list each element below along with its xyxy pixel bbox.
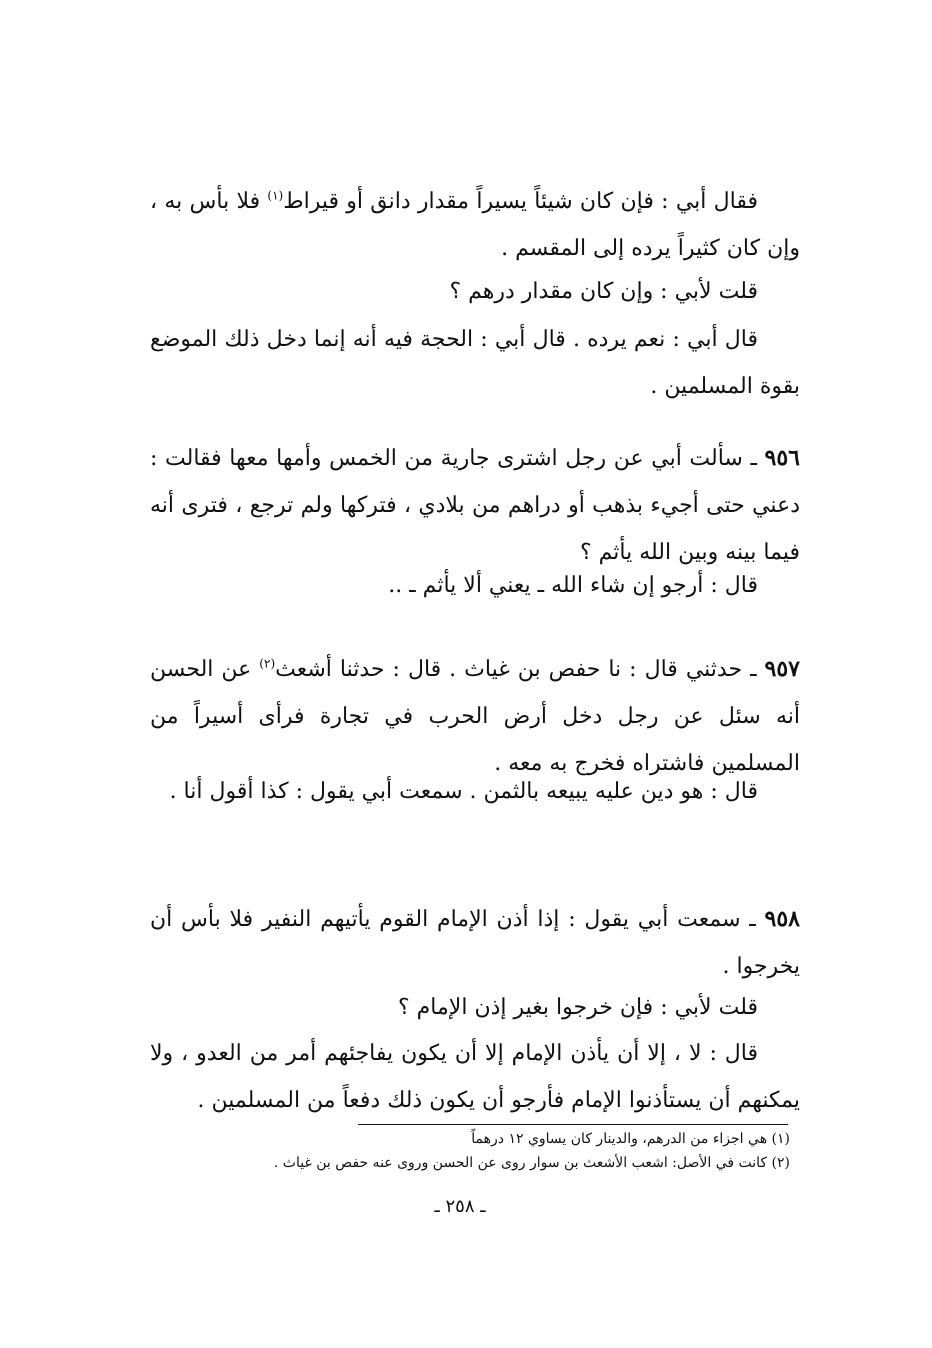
- entry-956: [150, 435, 800, 576]
- entry-number: ٩٥٨: [764, 906, 800, 932]
- paragraph-answer-return: [150, 316, 800, 410]
- footnotes: [150, 1127, 790, 1175]
- entry-957-answer: [150, 768, 800, 815]
- paragraph-text: قلت لأبي : فإن خرجوا بغير إذن الإمام ؟: [398, 995, 758, 1020]
- paragraph-question-dirham: [150, 268, 800, 315]
- paragraph-text: قال : هو دين عليه يبيعه بالثمن . سمعت أبي يقول : كذا أقول أنا .: [169, 779, 758, 804]
- entry-number: ٩٥٧: [764, 656, 800, 682]
- paragraph-text: قال : أرجو إن شاء الله ـ يعني ألا يأثم ـ ..: [388, 573, 758, 598]
- footnote-1: (١) هي اجزاء من الدرهم، والدينار كان يساوي ١٢ درهماً: [471, 1131, 790, 1147]
- paragraph-text: قلت لأبي : وإن كان مقدار درهم ؟: [449, 279, 758, 304]
- footnote-ref-2: (٢): [259, 656, 276, 671]
- entry-text: ـ حدثني قال : نا حفص بن غياث . قال : حدثنا أشعث: [275, 657, 765, 682]
- paragraph-text: فلا بأس به ، وإن كان كثيراً يرده إلى المقسم .: [150, 189, 800, 261]
- footnote-2: (٢) كانت في الأصل: اشعب الأشعث بن سوار روى عن الحسن وروى عنه حفص بن غياث .: [273, 1155, 790, 1171]
- entry-958: [150, 896, 800, 990]
- entry-956-answer: [150, 562, 800, 609]
- entry-958-question: [150, 984, 800, 1031]
- entry-957: [150, 646, 800, 787]
- entry-958-answer: [150, 1030, 800, 1124]
- paragraph-answer-quantity: [150, 178, 800, 272]
- entry-text: ـ سألت أبي عن رجل اشترى جارية من الخمس وأمها معها فقالت : دعني حتى أجيء بذهب أو دراهم من بلادي ، فتركها ولم ترجع ، فترى أنه فيما بينه وبين الله يأثم ؟: [150, 446, 800, 565]
- entry-text: ـ سمعت أبي يقول : إذا أذن الإمام القوم يأتيهم النفير فلا بأس أن يخرجوا .: [150, 907, 800, 979]
- paragraph-text: فقال أبي : فإن كان شيئاً يسيراً مقدار دانق أو قيراط: [283, 189, 759, 214]
- entry-number: ٩٥٦: [764, 445, 800, 471]
- paragraph-text: قال : لا ، إلا أن يأذن الإمام إلا أن يكون يفاجئهم أمر من العدو ، ولا يمكنهم أن يستأذنوا الإمام فأرجو أن يكون ذلك دفعاً من المسلمين .: [150, 1041, 800, 1113]
- page-number: ـ ٢٥٨ ـ: [434, 1196, 486, 1217]
- footnote-ref-1: (١): [267, 188, 284, 203]
- paragraph-text: قال أبي : نعم يرده . قال أبي : الحجة فيه أنه إنما دخل ذلك الموضع بقوة المسلمين .: [150, 327, 800, 399]
- entry-text: عن الحسن أنه سئل عن رجل دخل أرض الحرب في تجارة فرأى أسيراً من المسلمين فاشتراه فخرج به معه .: [150, 657, 800, 776]
- footnote-divider: [358, 1124, 788, 1125]
